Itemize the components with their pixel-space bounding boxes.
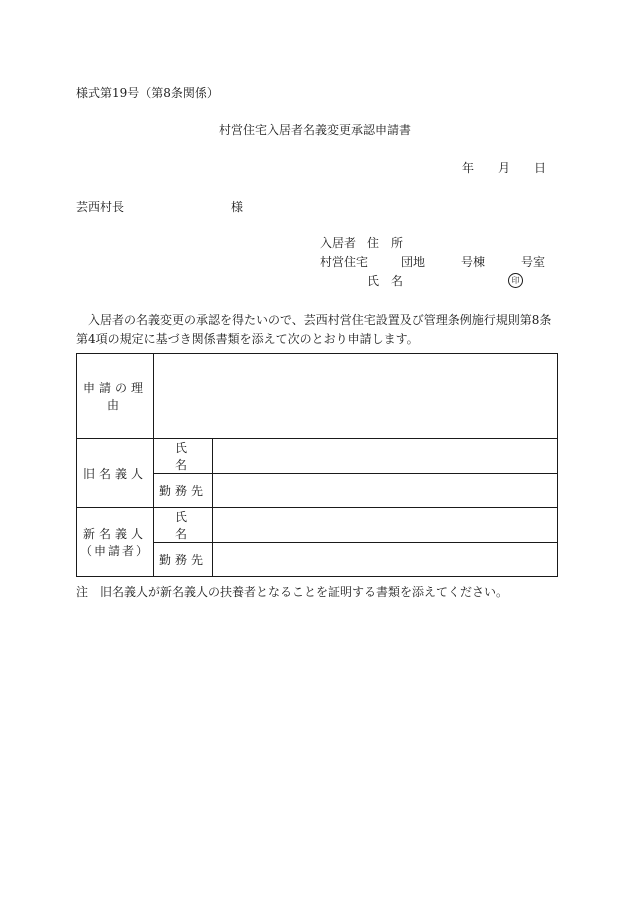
date-month-label: 月: [498, 161, 511, 175]
new-holder-name-label: 氏 名: [154, 508, 213, 543]
old-holder-name-row: [77, 439, 558, 474]
applicant-address-label: 住 所: [367, 236, 404, 250]
reason-field[interactable]: [154, 354, 558, 439]
applicant-housing-label: 村営住宅: [320, 255, 369, 269]
new-holder-label: 新名義人: [82, 527, 147, 541]
applicant-complex-label: 団地: [401, 255, 426, 269]
new-holder-work-field[interactable]: [213, 543, 558, 577]
old-holder-name-label: 氏 名: [154, 439, 213, 474]
form-number: 様式第19号（第8条関係）: [76, 86, 219, 100]
date-day-label: 日: [534, 161, 547, 175]
document-title: 村営住宅入居者名義変更承認申請書: [218, 123, 411, 137]
new-holder-sublabel: （申請者）: [79, 544, 150, 558]
old-holder-label: 旧名義人: [77, 439, 154, 508]
seal-icon: 印: [508, 273, 523, 288]
old-holder-work-label: 勤務先: [154, 474, 213, 508]
applicant-building-label: 号棟: [461, 255, 486, 269]
applicant-room-label: 号室: [521, 255, 546, 269]
footnote: 注 旧名義人が新名義人の扶養者となることを証明する書類を添えてください。: [76, 585, 509, 599]
new-holder-name-row: [77, 508, 558, 543]
reason-label: 申請の理由: [77, 354, 154, 439]
old-holder-work-field[interactable]: [213, 474, 558, 508]
addressee-name: 芸西村長: [76, 200, 125, 214]
date-year-label: 年: [462, 161, 475, 175]
new-holder-label-cell: [77, 508, 154, 577]
new-holder-work-label: 勤務先: [154, 543, 213, 577]
applicant-address-prefix: 入居者: [320, 236, 357, 250]
old-holder-name-field[interactable]: [213, 439, 558, 474]
addressee-honorific: 様: [231, 200, 244, 214]
new-holder-name-field[interactable]: [213, 508, 558, 543]
application-table: [76, 353, 558, 577]
applicant-name-label: 氏 名: [367, 274, 404, 288]
application-statement: 入居者の名義変更の承認を得たいので、芸西村営住宅設置及び管理条例施行規則第8条第4項の規定に基づき関係書類を添えて次のとおり申請します。: [76, 313, 552, 346]
reason-row: [77, 354, 558, 439]
